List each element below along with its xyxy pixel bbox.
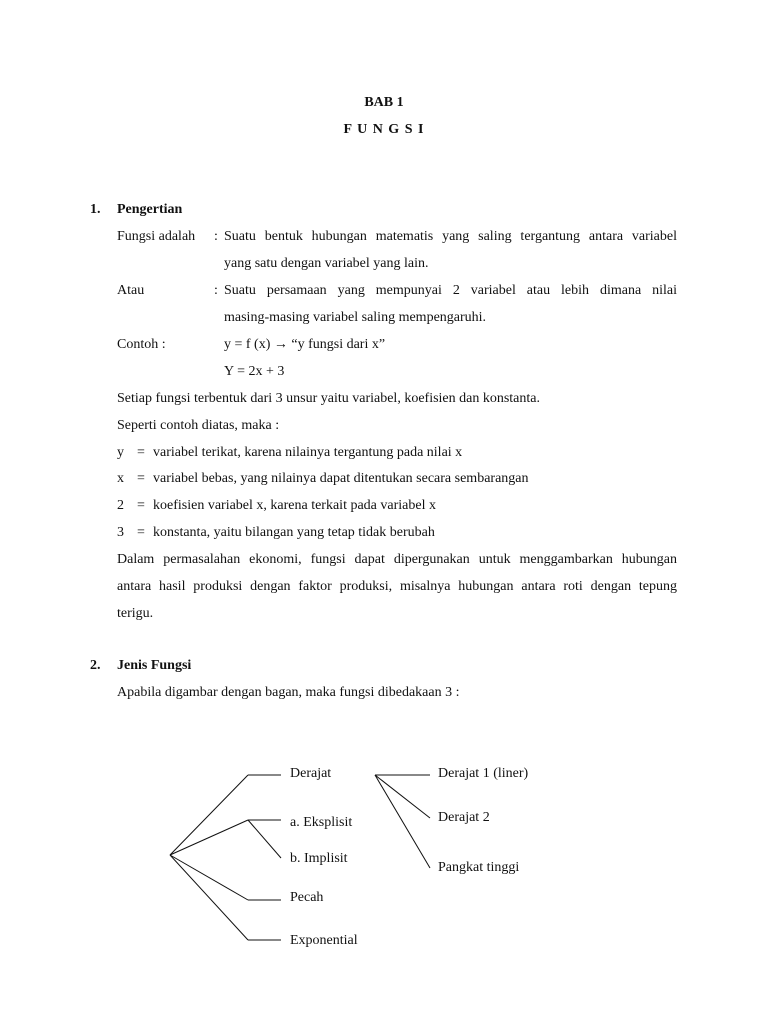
diagram-label-implisit: b. Implisit: [290, 851, 348, 866]
list-item-text: variabel bebas, yang nilainya dapat ditentukan secara sembarangan: [153, 471, 529, 486]
definition-1-line-2: yang satu dengan variabel yang lain.: [224, 256, 429, 271]
list-item-equals: =: [137, 471, 145, 486]
branch-line-implisit: [248, 820, 281, 858]
diagram-label-derajat: Derajat: [290, 766, 332, 781]
definition-2-line-2: masing-masing variabel saling mempengaruhi.: [224, 310, 487, 325]
branch-line-derajat: [170, 775, 248, 855]
section-2-intro: Apabila digambar dengan bagan, maka fungsi dibedakaan 3 :: [117, 685, 460, 700]
diagram-label-pangkat-tinggi: Pangkat tinggi: [438, 860, 520, 875]
branch-line-eksplisit: [170, 820, 248, 855]
definition-1-colon: :: [214, 229, 218, 244]
list-item-equals: =: [137, 525, 145, 540]
list-item-symbol: 3: [117, 525, 124, 540]
paragraph-unsur: Setiap fungsi terbentuk dari 3 unsur yaitu variabel, koefisien dan konstanta.: [117, 391, 541, 406]
branch-line-pangkat-tinggi: [375, 775, 430, 868]
diagram-label-derajat-1: Derajat 1 (liner): [438, 766, 529, 781]
diagram-label-derajat-2: Derajat 2: [438, 810, 490, 825]
diagram-label-pecah: Pecah: [290, 890, 324, 905]
example-line-1: y = f (x) → “y fungsi dari x”: [224, 337, 386, 352]
list-item-text: koefisien variabel x, karena terkait pada variabel x: [153, 498, 436, 513]
chapter-label: BAB 1: [364, 95, 404, 110]
branch-line-pecah: [170, 855, 248, 900]
page-title: F U N G S I: [343, 122, 425, 137]
definition-2-line-1: Suatu persamaan yang mempunyai 2 variabel atau lebih dimana nilai: [224, 283, 677, 298]
section-2-heading: Jenis Fungsi: [117, 658, 192, 673]
paragraph-ekonomi-line-1: Dalam permasalahan ekonomi, fungsi dapat dipergunakan untuk menggambarkan hubungan: [117, 552, 677, 567]
definition-2-colon: :: [214, 283, 218, 298]
list-item-symbol: x: [117, 471, 124, 486]
paragraph-ekonomi-line-2: antara hasil produksi dengan faktor produksi, misalnya hubungan antara roti dengan tepung: [117, 579, 677, 594]
diagram-label-exponential: Exponential: [290, 933, 358, 948]
example-term: Contoh :: [117, 337, 166, 352]
diagram-label-eksplisit: a. Eksplisit: [290, 815, 353, 830]
branch-line-derajat-2: [375, 775, 430, 818]
section-2-number: 2.: [90, 658, 101, 673]
list-item-equals: =: [137, 498, 145, 513]
list-item-text: konstanta, yaitu bilangan yang tetap tidak berubah: [153, 525, 435, 540]
definition-2-term: Atau: [117, 283, 145, 298]
definition-1-line-1: Suatu bentuk hubungan matematis yang saling tergantung antara variabel: [224, 229, 677, 244]
list-item-symbol: 2: [117, 498, 124, 513]
list-item-symbol: y: [117, 445, 124, 460]
list-item-text: variabel terikat, karena nilainya tergantung pada nilai x: [153, 445, 463, 460]
paragraph-ekonomi-line-3: terigu.: [117, 606, 154, 621]
section-1-number: 1.: [90, 202, 101, 217]
section-1-heading: Pengertian: [117, 202, 183, 217]
branch-line-exponential: [170, 855, 248, 940]
list-item-equals: =: [137, 445, 145, 460]
example-line-2: Y = 2x + 3: [224, 364, 285, 379]
paragraph-contoh: Seperti contoh diatas, maka :: [117, 418, 280, 433]
definition-1-term: Fungsi adalah: [117, 229, 196, 244]
